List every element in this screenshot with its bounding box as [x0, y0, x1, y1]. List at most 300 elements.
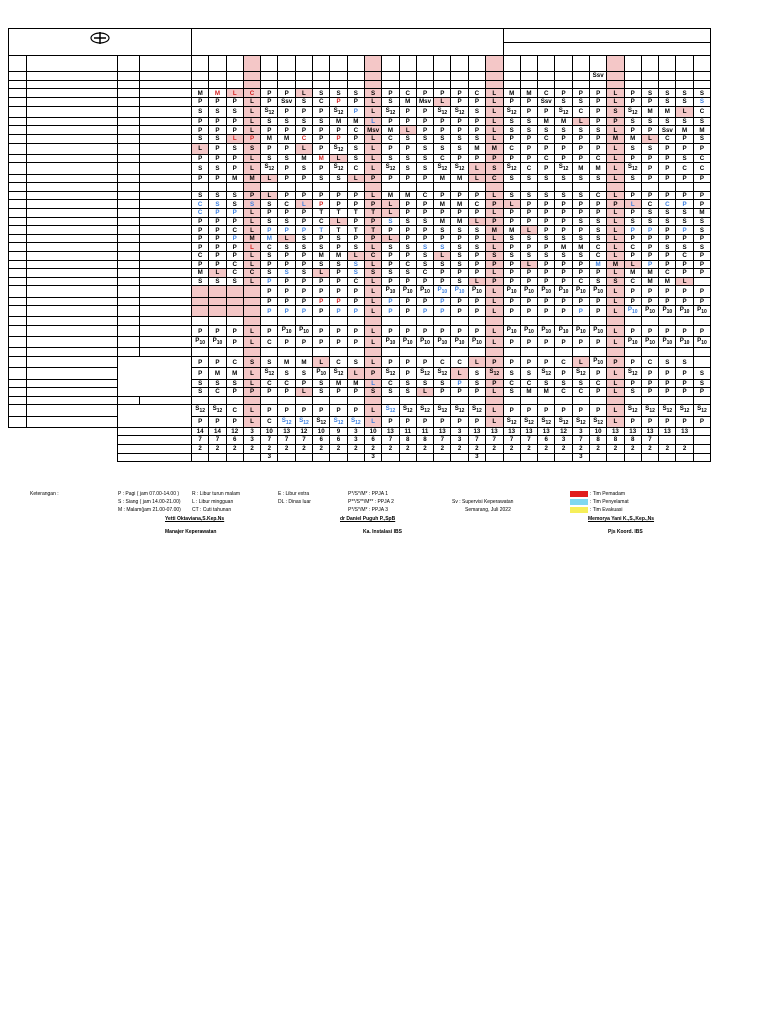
shift-cell[interactable]: S — [278, 154, 295, 163]
shift-cell[interactable]: S — [313, 388, 330, 397]
shift-cell[interactable]: P — [295, 260, 312, 269]
shift-cell[interactable]: P — [399, 368, 416, 379]
shift-cell[interactable]: P — [192, 234, 209, 243]
shift-cell[interactable]: C — [416, 191, 433, 200]
shift-cell[interactable]: L — [451, 368, 468, 379]
shift-cell[interactable]: S — [295, 269, 312, 278]
shift-cell[interactable]: P — [624, 126, 641, 135]
shift-cell[interactable]: P — [589, 134, 606, 143]
shift-cell[interactable]: C — [347, 126, 364, 135]
shift-cell[interactable]: M — [209, 89, 226, 98]
shift-cell[interactable]: S — [209, 277, 226, 286]
shift-cell[interactable]: S — [243, 200, 260, 209]
shift-cell[interactable]: P — [313, 200, 330, 209]
shift-cell[interactable]: P — [209, 251, 226, 260]
shift-cell[interactable]: P — [486, 357, 503, 368]
shift-cell[interactable]: S — [416, 379, 433, 388]
shift-cell[interactable]: S — [434, 134, 451, 143]
shift-cell[interactable]: S — [503, 234, 520, 243]
shift-cell[interactable]: P — [693, 191, 710, 200]
shift-cell[interactable]: L — [364, 163, 381, 174]
shift-cell[interactable]: P — [486, 260, 503, 269]
shift-cell[interactable]: P — [399, 297, 416, 306]
shift-cell[interactable]: S — [538, 174, 555, 183]
shift-cell[interactable]: P — [520, 405, 537, 416]
shift-cell[interactable]: P — [295, 337, 312, 348]
shift-cell[interactable]: S — [538, 126, 555, 135]
shift-cell[interactable]: S — [676, 217, 693, 226]
shift-cell[interactable]: S — [520, 117, 537, 126]
shift-cell[interactable]: C — [382, 379, 399, 388]
shift-cell[interactable]: L — [607, 251, 624, 260]
shift-cell[interactable]: P — [313, 106, 330, 117]
shift-cell[interactable]: S — [555, 174, 572, 183]
shift-cell[interactable]: L — [243, 277, 260, 286]
shift-cell[interactable]: P — [364, 368, 381, 379]
shift-cell[interactable]: S — [693, 379, 710, 388]
shift-cell[interactable]: P — [555, 368, 572, 379]
shift-cell[interactable]: L — [676, 277, 693, 286]
shift-cell[interactable]: S — [243, 357, 260, 368]
shift-cell[interactable]: S — [676, 154, 693, 163]
shift-cell[interactable]: P — [226, 209, 243, 218]
shift-cell[interactable]: P — [364, 234, 381, 243]
shift-cell[interactable] — [503, 416, 520, 427]
shift-cell[interactable]: P — [641, 286, 658, 297]
shift-cell[interactable]: Ssv — [278, 97, 295, 106]
shift-cell[interactable]: L — [243, 337, 260, 348]
shift-cell[interactable] — [399, 72, 416, 81]
shift-cell[interactable]: S — [416, 217, 433, 226]
shift-cell[interactable] — [278, 72, 295, 81]
shift-cell[interactable]: P — [330, 191, 347, 200]
shift-cell[interactable]: S — [624, 117, 641, 126]
shift-cell[interactable] — [416, 368, 433, 379]
shift-cell[interactable]: L — [364, 357, 381, 368]
shift-cell[interactable]: P — [624, 154, 641, 163]
shift-cell[interactable]: C — [589, 379, 606, 388]
shift-cell[interactable]: M — [226, 368, 243, 379]
shift-cell[interactable]: L — [486, 117, 503, 126]
shift-cell[interactable] — [555, 106, 572, 117]
shift-cell[interactable]: P — [209, 143, 226, 154]
shift-cell[interactable]: L — [364, 379, 381, 388]
shift-cell[interactable]: P — [555, 226, 572, 235]
shift-cell[interactable]: L — [486, 191, 503, 200]
shift-cell[interactable]: S — [416, 163, 433, 174]
shift-cell[interactable] — [278, 416, 295, 427]
shift-cell[interactable]: P — [330, 388, 347, 397]
shift-cell[interactable]: C — [538, 134, 555, 143]
shift-cell[interactable]: P — [572, 337, 589, 348]
shift-cell[interactable]: L — [347, 174, 364, 183]
shift-cell[interactable]: P — [555, 134, 572, 143]
shift-cell[interactable]: C — [330, 357, 347, 368]
shift-cell[interactable] — [295, 326, 312, 337]
shift-cell[interactable]: P — [676, 269, 693, 278]
shift-cell[interactable]: P — [330, 97, 347, 106]
shift-cell[interactable]: S — [693, 243, 710, 252]
shift-cell[interactable]: L — [364, 191, 381, 200]
shift-cell[interactable]: S — [209, 106, 226, 117]
shift-cell[interactable]: P — [693, 269, 710, 278]
shift-cell[interactable]: P — [261, 260, 278, 269]
shift-cell[interactable]: P — [641, 243, 658, 252]
shift-cell[interactable] — [538, 72, 555, 81]
shift-cell[interactable]: P — [624, 191, 641, 200]
shift-cell[interactable] — [243, 297, 260, 306]
shift-cell[interactable]: S — [399, 163, 416, 174]
shift-cell[interactable]: L — [607, 154, 624, 163]
shift-cell[interactable]: L — [313, 357, 330, 368]
shift-cell[interactable]: P — [330, 306, 347, 317]
shift-cell[interactable]: P — [313, 405, 330, 416]
shift-cell[interactable] — [434, 405, 451, 416]
shift-cell[interactable]: S — [693, 89, 710, 98]
shift-cell[interactable] — [209, 306, 226, 317]
shift-cell[interactable]: L — [572, 117, 589, 126]
shift-cell[interactable] — [434, 72, 451, 81]
shift-cell[interactable]: L — [486, 269, 503, 278]
shift-cell[interactable]: C — [261, 379, 278, 388]
shift-cell[interactable]: T — [364, 226, 381, 235]
shift-cell[interactable]: S — [434, 243, 451, 252]
shift-cell[interactable] — [434, 286, 451, 297]
shift-cell[interactable]: P — [278, 297, 295, 306]
shift-cell[interactable] — [624, 163, 641, 174]
shift-cell[interactable]: S — [243, 143, 260, 154]
shift-cell[interactable]: L — [243, 251, 260, 260]
shift-cell[interactable]: L — [607, 143, 624, 154]
shift-cell[interactable]: P — [589, 97, 606, 106]
shift-cell[interactable]: P — [693, 416, 710, 427]
shift-cell[interactable]: P — [538, 337, 555, 348]
shift-cell[interactable]: P — [226, 154, 243, 163]
shift-cell[interactable]: P — [278, 277, 295, 286]
shift-cell[interactable]: P — [555, 337, 572, 348]
shift-cell[interactable]: P — [192, 126, 209, 135]
shift-cell[interactable] — [192, 297, 209, 306]
shift-cell[interactable]: P — [555, 154, 572, 163]
shift-cell[interactable]: L — [607, 368, 624, 379]
shift-cell[interactable]: L — [382, 234, 399, 243]
shift-cell[interactable]: P — [313, 337, 330, 348]
shift-cell[interactable]: S — [538, 251, 555, 260]
shift-cell[interactable] — [330, 143, 347, 154]
shift-cell[interactable]: P — [209, 154, 226, 163]
shift-cell[interactable]: P — [434, 209, 451, 218]
shift-cell[interactable]: C — [278, 379, 295, 388]
shift-cell[interactable]: S — [209, 191, 226, 200]
shift-cell[interactable]: P — [226, 97, 243, 106]
shift-cell[interactable]: P — [399, 357, 416, 368]
shift-cell[interactable]: P — [538, 226, 555, 235]
shift-cell[interactable]: M — [399, 191, 416, 200]
shift-cell[interactable] — [382, 106, 399, 117]
shift-cell[interactable]: P — [468, 209, 485, 218]
shift-cell[interactable]: L — [607, 297, 624, 306]
shift-cell[interactable]: S — [555, 97, 572, 106]
shift-cell[interactable] — [693, 357, 710, 368]
shift-cell[interactable]: M — [538, 117, 555, 126]
shift-cell[interactable]: P — [520, 306, 537, 317]
shift-cell[interactable] — [416, 72, 433, 81]
shift-cell[interactable]: P — [676, 174, 693, 183]
shift-cell[interactable]: P — [659, 326, 676, 337]
shift-cell[interactable]: L — [382, 209, 399, 218]
shift-cell[interactable]: S — [364, 388, 381, 397]
shift-cell[interactable]: S — [503, 388, 520, 397]
shift-cell[interactable]: S — [416, 243, 433, 252]
shift-cell[interactable]: L — [364, 337, 381, 348]
shift-cell[interactable]: P — [538, 405, 555, 416]
shift-cell[interactable]: P — [693, 234, 710, 243]
shift-cell[interactable] — [572, 416, 589, 427]
shift-cell[interactable]: P — [399, 143, 416, 154]
shift-cell[interactable]: P — [468, 126, 485, 135]
shift-cell[interactable]: P — [624, 326, 641, 337]
shift-cell[interactable]: C — [434, 357, 451, 368]
shift-cell[interactable]: P — [555, 297, 572, 306]
shift-cell[interactable] — [468, 286, 485, 297]
shift-cell[interactable]: L — [243, 368, 260, 379]
shift-cell[interactable] — [209, 405, 226, 416]
shift-cell[interactable]: P — [382, 326, 399, 337]
shift-cell[interactable]: P — [278, 163, 295, 174]
shift-cell[interactable]: P — [243, 191, 260, 200]
shift-cell[interactable]: L — [641, 134, 658, 143]
shift-cell[interactable]: L — [226, 89, 243, 98]
shift-cell[interactable]: L — [382, 200, 399, 209]
shift-cell[interactable]: P — [347, 106, 364, 117]
shift-cell[interactable] — [192, 306, 209, 317]
shift-cell[interactable]: M — [261, 134, 278, 143]
shift-cell[interactable]: M — [676, 126, 693, 135]
shift-cell[interactable]: S — [572, 234, 589, 243]
shift-cell[interactable]: P — [641, 126, 658, 135]
shift-cell[interactable]: P — [641, 154, 658, 163]
shift-cell[interactable]: S — [364, 269, 381, 278]
shift-cell[interactable] — [555, 416, 572, 427]
shift-cell[interactable]: P — [607, 200, 624, 209]
shift-cell[interactable]: L — [486, 209, 503, 218]
shift-cell[interactable]: S — [416, 251, 433, 260]
shift-cell[interactable] — [261, 368, 278, 379]
shift-cell[interactable]: P — [607, 117, 624, 126]
shift-cell[interactable]: C — [555, 357, 572, 368]
shift-cell[interactable]: P — [659, 286, 676, 297]
shift-cell[interactable]: S — [676, 117, 693, 126]
shift-cell[interactable]: L — [607, 286, 624, 297]
shift-cell[interactable]: P — [659, 379, 676, 388]
shift-cell[interactable]: M — [607, 260, 624, 269]
shift-cell[interactable]: S — [468, 106, 485, 117]
shift-cell[interactable]: P — [676, 416, 693, 427]
shift-cell[interactable]: M — [520, 89, 537, 98]
shift-cell[interactable]: P — [416, 226, 433, 235]
shift-cell[interactable]: L — [364, 286, 381, 297]
shift-cell[interactable]: P — [520, 357, 537, 368]
shift-cell[interactable]: L — [486, 106, 503, 117]
shift-cell[interactable]: C — [261, 337, 278, 348]
shift-cell[interactable]: S — [520, 174, 537, 183]
shift-cell[interactable]: P — [468, 416, 485, 427]
shift-cell[interactable]: P — [192, 154, 209, 163]
shift-cell[interactable]: P — [434, 126, 451, 135]
shift-cell[interactable]: S — [538, 379, 555, 388]
shift-cell[interactable]: C — [261, 243, 278, 252]
shift-cell[interactable]: S — [295, 163, 312, 174]
shift-cell[interactable]: L — [364, 277, 381, 286]
shift-cell[interactable]: P — [451, 89, 468, 98]
shift-cell[interactable]: P — [693, 388, 710, 397]
shift-cell[interactable]: P — [676, 297, 693, 306]
shift-cell[interactable]: P — [226, 234, 243, 243]
shift-cell[interactable]: P — [261, 126, 278, 135]
shift-cell[interactable]: S — [676, 97, 693, 106]
shift-cell[interactable]: L — [607, 163, 624, 174]
shift-cell[interactable] — [330, 163, 347, 174]
shift-cell[interactable]: P — [659, 143, 676, 154]
shift-cell[interactable]: S — [486, 251, 503, 260]
shift-cell[interactable]: C — [520, 163, 537, 174]
shift-cell[interactable]: L — [486, 405, 503, 416]
shift-cell[interactable]: P — [347, 134, 364, 143]
shift-cell[interactable]: P — [330, 277, 347, 286]
shift-cell[interactable]: P — [468, 154, 485, 163]
shift-cell[interactable] — [676, 405, 693, 416]
shift-cell[interactable]: L — [243, 405, 260, 416]
shift-cell[interactable]: C — [676, 163, 693, 174]
shift-cell[interactable]: S — [676, 357, 693, 368]
shift-cell[interactable] — [693, 277, 710, 286]
shift-cell[interactable]: S — [555, 251, 572, 260]
shift-cell[interactable]: M — [295, 357, 312, 368]
shift-cell[interactable]: P — [382, 416, 399, 427]
shift-cell[interactable]: S — [226, 379, 243, 388]
shift-cell[interactable] — [520, 416, 537, 427]
shift-cell[interactable]: S — [607, 106, 624, 117]
shift-cell[interactable] — [209, 297, 226, 306]
shift-cell[interactable]: P — [659, 297, 676, 306]
shift-cell[interactable]: Ssv — [659, 126, 676, 135]
shift-cell[interactable]: P — [676, 226, 693, 235]
shift-cell[interactable] — [520, 72, 537, 81]
shift-cell[interactable]: M — [451, 200, 468, 209]
shift-cell[interactable] — [192, 405, 209, 416]
shift-cell[interactable]: P — [347, 200, 364, 209]
shift-cell[interactable]: P — [451, 97, 468, 106]
shift-cell[interactable]: P — [676, 191, 693, 200]
shift-cell[interactable]: P — [641, 234, 658, 243]
shift-cell[interactable]: L — [364, 297, 381, 306]
shift-cell[interactable]: P — [209, 326, 226, 337]
shift-cell[interactable]: P — [364, 174, 381, 183]
shift-cell[interactable]: P — [295, 217, 312, 226]
shift-cell[interactable]: C — [624, 277, 641, 286]
shift-cell[interactable]: S — [192, 379, 209, 388]
shift-cell[interactable]: S — [399, 154, 416, 163]
shift-cell[interactable]: S — [451, 251, 468, 260]
shift-cell[interactable]: S — [468, 368, 485, 379]
shift-cell[interactable]: M — [313, 154, 330, 163]
shift-cell[interactable]: S — [313, 89, 330, 98]
shift-cell[interactable] — [209, 337, 226, 348]
shift-cell[interactable]: P — [434, 117, 451, 126]
shift-cell[interactable]: M — [624, 134, 641, 143]
shift-cell[interactable]: P — [624, 379, 641, 388]
shift-cell[interactable]: P — [693, 326, 710, 337]
shift-cell[interactable]: P — [330, 269, 347, 278]
shift-cell[interactable]: P — [572, 297, 589, 306]
shift-cell[interactable]: Msv — [416, 97, 433, 106]
shift-cell[interactable]: P — [641, 226, 658, 235]
shift-cell[interactable]: P — [382, 89, 399, 98]
shift-cell[interactable]: T — [313, 226, 330, 235]
shift-cell[interactable]: P — [226, 416, 243, 427]
shift-cell[interactable]: L — [486, 126, 503, 135]
shift-cell[interactable]: S — [347, 89, 364, 98]
shift-cell[interactable]: P — [555, 209, 572, 218]
shift-cell[interactable]: S — [295, 243, 312, 252]
shift-cell[interactable]: P — [226, 388, 243, 397]
shift-cell[interactable]: P — [209, 217, 226, 226]
shift-cell[interactable]: S — [382, 154, 399, 163]
shift-cell[interactable]: P — [451, 126, 468, 135]
shift-cell[interactable]: M — [555, 243, 572, 252]
shift-cell[interactable]: P — [313, 306, 330, 317]
shift-cell[interactable] — [693, 337, 710, 348]
shift-cell[interactable]: S — [382, 97, 399, 106]
shift-cell[interactable] — [572, 286, 589, 297]
shift-cell[interactable]: S — [261, 217, 278, 226]
shift-cell[interactable]: L — [607, 405, 624, 416]
shift-cell[interactable] — [192, 286, 209, 297]
shift-cell[interactable]: M — [192, 89, 209, 98]
shift-cell[interactable]: M — [278, 134, 295, 143]
shift-cell[interactable]: P — [624, 209, 641, 218]
shift-cell[interactable]: L — [486, 97, 503, 106]
shift-cell[interactable] — [295, 72, 312, 81]
shift-cell[interactable]: C — [676, 251, 693, 260]
shift-cell[interactable]: P — [520, 217, 537, 226]
shift-cell[interactable]: C — [589, 154, 606, 163]
shift-cell[interactable]: P — [209, 174, 226, 183]
shift-cell[interactable] — [624, 337, 641, 348]
shift-cell[interactable]: P — [468, 306, 485, 317]
shift-cell[interactable]: P — [641, 416, 658, 427]
shift-cell[interactable]: P — [676, 143, 693, 154]
shift-cell[interactable]: C — [226, 260, 243, 269]
shift-cell[interactable]: L — [607, 306, 624, 317]
shift-cell[interactable]: P — [520, 277, 537, 286]
shift-cell[interactable]: C — [226, 405, 243, 416]
shift-cell[interactable]: P — [330, 126, 347, 135]
shift-cell[interactable] — [676, 306, 693, 317]
shift-cell[interactable]: L — [364, 117, 381, 126]
shift-cell[interactable]: P — [278, 89, 295, 98]
shift-cell[interactable]: C — [364, 251, 381, 260]
shift-cell[interactable]: P — [416, 89, 433, 98]
shift-cell[interactable]: P — [572, 143, 589, 154]
shift-cell[interactable]: P — [416, 297, 433, 306]
shift-cell[interactable] — [538, 368, 555, 379]
shift-cell[interactable]: L — [676, 106, 693, 117]
shift-cell[interactable]: P — [503, 277, 520, 286]
shift-cell[interactable]: S — [399, 388, 416, 397]
shift-cell[interactable]: P — [572, 134, 589, 143]
shift-cell[interactable]: S — [624, 217, 641, 226]
